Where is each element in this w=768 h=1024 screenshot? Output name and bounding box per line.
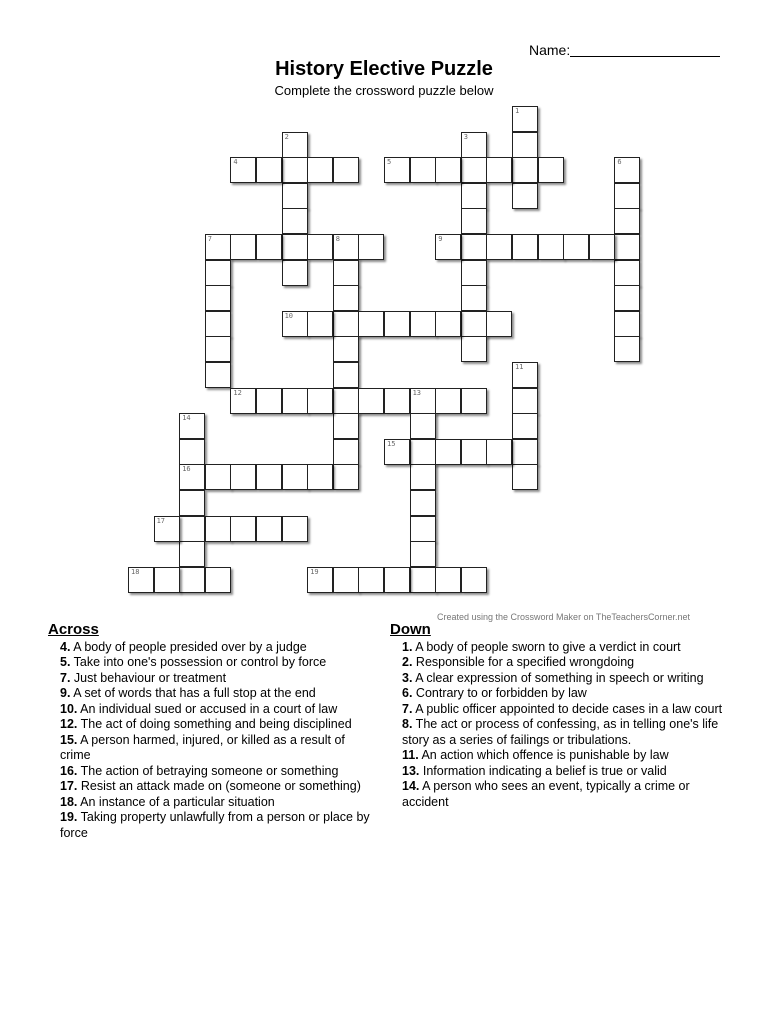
across-clue [60,779,378,795]
crossword-cell[interactable] [154,567,180,593]
down-clue-list [390,640,730,811]
crossword-cell[interactable] [410,516,436,542]
crossword-cell[interactable] [282,234,308,260]
crossword-cell[interactable] [205,464,231,490]
crossword-cell[interactable] [128,567,154,593]
across-clue [60,671,378,687]
crossword-cell[interactable] [461,260,487,286]
clue-number: 9. [60,686,71,700]
clue-text: The action of betraying someone or something [77,763,339,778]
clue-number-label: 1 [515,107,520,115]
crossword-cell[interactable] [307,234,333,260]
crossword-cell[interactable] [179,567,205,593]
crossword-cell[interactable] [358,388,384,414]
clue-text: The act of doing something and being disciplined [77,717,352,731]
name-label: Name: [529,42,571,58]
crossword-cell[interactable] [230,464,256,490]
crossword-cell[interactable] [512,464,538,490]
page-subtitle: Complete the crossword puzzle below [274,83,494,98]
page-title: History Elective Puzzle [275,58,493,80]
clue-text: A public officer appointed to decide cases in a law court [412,701,723,716]
crossword-cell[interactable] [205,234,231,260]
crossword-cell[interactable] [461,567,487,593]
crossword-cell[interactable] [461,439,487,465]
crossword-cell[interactable] [461,183,487,209]
clue-number-label: 18 [131,567,140,576]
crossword-cell[interactable] [384,157,410,183]
clue-number-label: 3 [463,132,469,141]
crossword-cell[interactable] [614,311,640,337]
crossword-cell[interactable] [512,413,538,439]
clue-number: 18. [60,794,78,809]
crossword-cell[interactable] [461,336,487,362]
crossword-cell[interactable] [282,464,308,490]
crossword-cell[interactable] [614,208,640,234]
across-clue [60,640,378,656]
clue-number-label: 10 [284,311,294,320]
crossword-cell[interactable] [179,413,205,439]
crossword-cell[interactable] [486,311,512,337]
crossword-cell[interactable] [333,157,359,183]
crossword-cell[interactable] [358,311,384,337]
clue-number: 15. [60,732,78,747]
crossword-cell[interactable] [614,183,640,209]
clue-text: Contrary to or forbidden by law [412,686,587,700]
crossword-cell[interactable] [435,234,461,260]
crossword-cell[interactable] [282,132,308,158]
clue-number-label: 5 [387,158,392,167]
crossword-cell[interactable] [333,464,359,490]
crossword-cell[interactable] [307,157,333,183]
crossword-cell[interactable] [486,439,512,465]
across-clue [60,686,378,702]
crossword-cell[interactable] [205,516,231,542]
crossword-cell[interactable] [435,311,461,337]
clue-number-label: 13 [412,388,422,397]
clue-number-label: 15 [387,439,396,448]
clue-number: 11. [402,748,419,762]
clue-number-label: 6 [617,158,622,167]
crossword-cell[interactable] [486,234,512,260]
crossword-cell[interactable] [410,413,436,439]
crossword-cell[interactable] [512,106,538,132]
crossword-cell[interactable] [230,388,256,414]
clue-number: 2. [402,655,413,669]
crossword-cell[interactable] [282,311,308,337]
down-clue [402,671,730,687]
across-clue [60,764,378,780]
clue-number-label: 4 [233,158,238,167]
crossword-cell[interactable] [614,285,640,311]
crossword-cell[interactable] [563,234,589,260]
clue-number: 3. [402,670,413,685]
crossword-cell[interactable] [154,516,180,542]
crossword-cell[interactable] [410,567,436,593]
clue-number-label: 11 [515,363,524,371]
across-clue [60,717,378,733]
clue-number: 14. [402,779,420,793]
crossword-cell[interactable] [256,234,282,260]
crossword-cell[interactable] [384,388,410,414]
clue-text: Just behaviour or treatment [70,670,227,685]
crossword-cell[interactable] [614,234,640,260]
clue-number-label: 7 [207,235,213,243]
crossword-cell[interactable] [410,157,436,183]
crossword-cell[interactable] [230,516,256,542]
crossword-cell[interactable] [614,336,640,362]
clue-text: A set of words that has a full stop at the end [70,686,316,700]
crossword-cell[interactable] [205,362,231,388]
crossword-cell[interactable] [435,388,461,414]
clue-number: 4. [60,639,71,654]
crossword-cell[interactable] [256,516,282,542]
crossword-cell[interactable] [179,516,205,542]
crossword-cell[interactable] [256,464,282,490]
crossword-cell[interactable] [256,157,282,183]
clue-text: A body of people sworn to give a verdict in court [412,639,681,654]
clue-number: 1. [402,639,413,654]
clue-number: 16. [60,763,78,778]
crossword-cell[interactable] [538,234,564,260]
crossword-cell[interactable] [461,157,487,183]
crossword-cell[interactable] [307,567,333,593]
clue-text: Taking property unlawfully from a person or place by force [60,810,370,840]
crossword-cell[interactable] [333,439,359,465]
down-clue [402,702,730,718]
across-clues [48,622,378,841]
clue-number: 17. [60,779,78,793]
clue-number-label: 16 [182,465,191,474]
clue-number-label: 2 [284,132,289,141]
crossword-cell[interactable] [205,336,231,362]
crossword-cell[interactable] [282,183,308,209]
clue-number-label: 17 [156,516,166,525]
clue-text: A person who sees an event, typically a crime or accident [402,779,690,809]
clue-number-label: 8 [335,235,341,243]
crossword-cell[interactable] [384,567,410,593]
crossword-cell[interactable] [512,388,538,414]
clue-text: An action which offence is punishable by law [418,748,669,762]
crossword-cell[interactable] [410,490,436,516]
crossword-cell[interactable] [384,311,410,337]
crossword-cell[interactable] [333,362,359,388]
crossword-cell[interactable] [205,260,231,286]
clue-number: 7. [402,701,413,716]
crossword-cell[interactable] [461,285,487,311]
crossword-cell[interactable] [282,157,308,183]
clue-number-label: 9 [438,235,443,243]
crossword-cell[interactable] [282,388,308,414]
crossword-cell[interactable] [333,285,359,311]
crossword-cell[interactable] [410,464,436,490]
crossword-cell[interactable] [256,388,282,414]
crossword-cell[interactable] [589,234,615,260]
clue-number-label: 14 [182,414,191,423]
across-clue [60,702,378,718]
clue-number-label: 19 [310,567,319,576]
crossword-cell[interactable] [461,132,487,158]
crossword-cell[interactable] [461,234,487,260]
crossword-cell[interactable] [205,285,231,311]
crossword-cell[interactable] [179,464,205,490]
crossword-cell[interactable] [307,388,333,414]
across-clue [60,810,378,841]
across-clue [60,733,378,764]
down-clue [402,779,730,810]
clue-text: Resist an attack made on (someone or something) [77,779,361,793]
down-clues [390,622,730,810]
down-clue [402,717,730,748]
down-clue [402,686,730,702]
crossword-cell[interactable] [179,439,205,465]
crossword-cell[interactable] [230,234,256,260]
crossword-cell[interactable] [307,311,333,337]
clue-text: Take into one's possession or control by force [70,655,327,669]
crossword-cell[interactable] [486,157,512,183]
crossword-cell[interactable] [538,157,564,183]
down-clue [402,640,730,656]
crossword-cell[interactable] [435,157,461,183]
across-clue-list [48,640,378,842]
crossword-cell[interactable] [512,157,538,183]
crossword-cell[interactable] [333,413,359,439]
clue-text: The act or process of confessing, as in telling one's life story as a series of failings or tribulations. [402,717,719,747]
clue-number: 19. [60,810,78,824]
crossword-cell[interactable] [358,567,384,593]
clue-text: Information indicating a belief is true or valid [419,763,667,778]
crossword-cell[interactable] [230,157,256,183]
crossword-cell[interactable] [358,234,384,260]
clue-number-label: 12 [233,388,242,397]
crossword-cell[interactable] [333,311,359,337]
across-heading: Across [48,621,99,638]
crossword-cell[interactable] [512,132,538,158]
crossword-cell[interactable] [282,516,308,542]
clue-number: 7. [60,670,71,685]
clue-number: 5. [60,655,71,669]
down-clue [402,655,730,671]
clue-number: 10. [60,701,78,716]
clue-text: A clear expression of something in speech or writing [412,670,704,685]
crossword-cell[interactable] [614,157,640,183]
crossword-cell[interactable] [512,234,538,260]
across-clue [60,795,378,811]
clue-text: An individual sued or accused in a court of law [77,701,338,716]
across-clue [60,655,378,671]
crossword-cell[interactable] [512,439,538,465]
crossword-cell[interactable] [333,336,359,362]
crossword-cell[interactable] [205,567,231,593]
clue-number: 6. [402,686,413,700]
crossword-cell[interactable] [205,311,231,337]
clue-text: A person harmed, injured, or killed as a result of crime [60,732,345,762]
crossword-cell[interactable] [461,208,487,234]
crossword-cell[interactable] [282,208,308,234]
crossword-cell[interactable] [435,439,461,465]
crossword-cell[interactable] [179,541,205,567]
crossword-cell[interactable] [384,439,410,465]
crossword-cell[interactable] [461,311,487,337]
crossword-cell[interactable] [614,260,640,286]
crossword-cell[interactable] [461,388,487,414]
credit-line: Created using the Crossword Maker on TheTeachersCorner.net [437,612,690,622]
crossword-cell[interactable] [333,567,359,593]
clue-text: Responsible for a specified wrongdoing [412,655,635,669]
crossword-cell[interactable] [512,183,538,209]
clue-text: An instance of a particular situation [77,794,275,809]
crossword-cell[interactable] [333,260,359,286]
crossword-cell[interactable] [512,362,538,388]
clue-number: 12. [60,717,78,731]
crossword-cell[interactable] [435,567,461,593]
down-heading: Down [390,621,431,638]
crossword-cell[interactable] [307,464,333,490]
down-clue [402,764,730,780]
crossword-cell[interactable] [410,388,436,414]
crossword-cell[interactable] [333,234,359,260]
crossword-cell[interactable] [410,439,436,465]
clue-number: 13. [402,763,420,778]
clue-text: A body of people presided over by a judge [70,639,307,654]
clue-number: 8. [402,717,413,731]
crossword-cell[interactable] [333,388,359,414]
down-clue [402,748,730,764]
crossword-cell[interactable] [410,541,436,567]
crossword-cell[interactable] [179,490,205,516]
crossword-cell[interactable] [410,311,436,337]
crossword-cell[interactable] [282,260,308,286]
